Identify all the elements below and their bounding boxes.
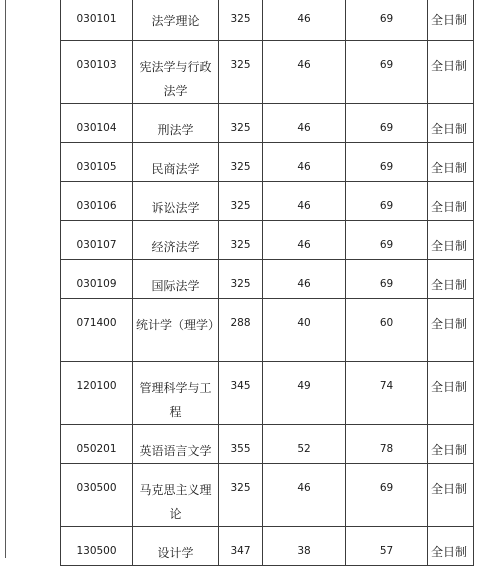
single-subject-score-b-cell xyxy=(346,464,428,527)
study-mode-text: 全日制 xyxy=(431,482,468,496)
study-mode-cell xyxy=(428,41,474,104)
single-subject-score-b-cell xyxy=(346,182,428,221)
single-subject-score-b-cell xyxy=(346,362,428,425)
single-subject-score-b-text: 69 xyxy=(379,13,394,25)
single-subject-score-a-cell xyxy=(263,425,346,464)
total-score-text: 288 xyxy=(230,317,251,329)
total-score-text: 325 xyxy=(230,278,251,290)
single-subject-score-b-text: 69 xyxy=(379,161,394,173)
major-code-cell xyxy=(61,362,133,425)
major-name-cell xyxy=(133,464,219,527)
major-name-cell xyxy=(133,260,219,299)
major-code-cell xyxy=(61,260,133,299)
major-name-text: 民商法学 xyxy=(151,162,200,176)
table-row xyxy=(61,527,474,566)
page-left-border xyxy=(5,0,6,558)
total-score-cell xyxy=(219,362,263,425)
score-table-body xyxy=(61,0,474,566)
single-subject-score-b-cell xyxy=(346,143,428,182)
major-name-text: 统计学（理学） xyxy=(136,318,221,332)
study-mode-cell xyxy=(428,0,474,41)
major-code-cell xyxy=(61,143,133,182)
total-score-text: 325 xyxy=(230,122,251,134)
study-mode-text: 全日制 xyxy=(431,161,468,175)
total-score-cell xyxy=(219,425,263,464)
major-name-text: 国际法学 xyxy=(151,279,200,293)
table-row xyxy=(61,143,474,182)
study-mode-cell xyxy=(428,299,474,362)
major-name-cell xyxy=(133,425,219,464)
single-subject-score-b-text: 69 xyxy=(379,239,394,251)
study-mode-cell xyxy=(428,362,474,425)
single-subject-score-b-text: 57 xyxy=(379,545,394,557)
major-name-text: 经济法学 xyxy=(151,240,200,254)
major-code-cell xyxy=(61,464,133,527)
major-code-text: 030107 xyxy=(76,239,117,251)
study-mode-cell xyxy=(428,104,474,143)
major-name-text: 英语语言文学 xyxy=(139,444,212,458)
major-name-text: 法学理论 xyxy=(151,14,200,28)
total-score-cell xyxy=(219,143,263,182)
table-row xyxy=(61,260,474,299)
major-name-cell xyxy=(133,182,219,221)
total-score-cell xyxy=(219,182,263,221)
major-name-cell xyxy=(133,527,219,566)
major-code-text: 030104 xyxy=(76,122,117,134)
single-subject-score-b-cell xyxy=(346,299,428,362)
single-subject-score-a-cell xyxy=(263,0,346,41)
total-score-cell xyxy=(219,527,263,566)
study-mode-cell xyxy=(428,425,474,464)
major-code-text: 071400 xyxy=(76,317,117,329)
major-code-cell xyxy=(61,182,133,221)
study-mode-cell xyxy=(428,143,474,182)
major-name-cell xyxy=(133,143,219,182)
single-subject-score-b-text: 69 xyxy=(379,200,394,212)
table-row xyxy=(61,104,474,143)
single-subject-score-a-text: 38 xyxy=(297,545,311,557)
single-subject-score-b-cell xyxy=(346,104,428,143)
table-row xyxy=(61,182,474,221)
single-subject-score-b-cell xyxy=(346,41,428,104)
major-code-text: 030101 xyxy=(76,13,117,25)
single-subject-score-a-cell xyxy=(263,221,346,260)
single-subject-score-a-text: 52 xyxy=(297,443,311,455)
study-mode-text: 全日制 xyxy=(431,13,468,27)
total-score-cell xyxy=(219,464,263,527)
major-code-text: 030103 xyxy=(76,59,117,71)
total-score-text: 325 xyxy=(230,13,251,25)
major-name-text: 宪法学与行政法学 xyxy=(139,60,212,98)
single-subject-score-b-text: 78 xyxy=(379,443,394,455)
single-subject-score-a-text: 46 xyxy=(297,13,311,25)
study-mode-text: 全日制 xyxy=(431,239,468,253)
major-name-text: 管理科学与工程 xyxy=(139,381,212,419)
total-score-cell xyxy=(219,260,263,299)
major-code-text: 130500 xyxy=(76,545,117,557)
score-table xyxy=(60,0,474,566)
single-subject-score-a-text: 49 xyxy=(297,380,311,392)
major-name-text: 设计学 xyxy=(157,546,194,560)
single-subject-score-b-cell xyxy=(346,0,428,41)
single-subject-score-a-text: 46 xyxy=(297,482,311,494)
major-code-text: 030500 xyxy=(76,482,117,494)
single-subject-score-b-text: 69 xyxy=(379,278,394,290)
total-score-text: 355 xyxy=(230,443,251,455)
table-row xyxy=(61,299,474,362)
major-code-cell xyxy=(61,425,133,464)
major-name-cell xyxy=(133,221,219,260)
major-name-cell xyxy=(133,0,219,41)
major-name-cell xyxy=(133,362,219,425)
single-subject-score-a-cell xyxy=(263,464,346,527)
study-mode-text: 全日制 xyxy=(431,200,468,214)
table-row xyxy=(61,221,474,260)
major-code-cell xyxy=(61,527,133,566)
total-score-cell xyxy=(219,221,263,260)
table-row xyxy=(61,464,474,527)
major-code-text: 120100 xyxy=(76,380,117,392)
major-name-text: 诉讼法学 xyxy=(151,201,200,215)
study-mode-text: 全日制 xyxy=(431,545,468,559)
major-code-text: 030105 xyxy=(76,161,117,173)
single-subject-score-a-text: 40 xyxy=(297,317,311,329)
single-subject-score-b-cell xyxy=(346,425,428,464)
total-score-cell xyxy=(219,0,263,41)
single-subject-score-b-text: 69 xyxy=(379,122,394,134)
single-subject-score-a-cell xyxy=(263,41,346,104)
study-mode-cell xyxy=(428,260,474,299)
study-mode-cell xyxy=(428,182,474,221)
total-score-text: 345 xyxy=(230,380,251,392)
major-name-cell xyxy=(133,104,219,143)
table-row xyxy=(61,425,474,464)
study-mode-text: 全日制 xyxy=(431,317,468,331)
total-score-cell xyxy=(219,299,263,362)
major-code-cell xyxy=(61,221,133,260)
major-code-cell xyxy=(61,299,133,362)
study-mode-text: 全日制 xyxy=(431,380,468,394)
single-subject-score-b-cell xyxy=(346,221,428,260)
study-mode-text: 全日制 xyxy=(431,278,468,292)
table-row xyxy=(61,41,474,104)
table-row xyxy=(61,362,474,425)
major-name-cell xyxy=(133,299,219,362)
total-score-cell xyxy=(219,104,263,143)
single-subject-score-a-text: 46 xyxy=(297,161,311,173)
major-code-text: 030109 xyxy=(76,278,117,290)
major-code-cell xyxy=(61,0,133,41)
major-code-text: 050201 xyxy=(76,443,117,455)
major-name-text: 马克思主义理论 xyxy=(139,483,212,521)
total-score-text: 325 xyxy=(230,59,251,71)
total-score-text: 325 xyxy=(230,161,251,173)
study-mode-text: 全日制 xyxy=(431,122,468,136)
major-code-cell xyxy=(61,41,133,104)
total-score-text: 325 xyxy=(230,482,251,494)
total-score-text: 347 xyxy=(230,545,251,557)
single-subject-score-a-text: 46 xyxy=(297,200,311,212)
single-subject-score-a-text: 46 xyxy=(297,239,311,251)
total-score-text: 325 xyxy=(230,239,251,251)
single-subject-score-a-text: 46 xyxy=(297,59,311,71)
study-mode-cell xyxy=(428,221,474,260)
major-code-cell xyxy=(61,104,133,143)
study-mode-text: 全日制 xyxy=(431,443,468,457)
single-subject-score-a-cell xyxy=(263,299,346,362)
study-mode-cell xyxy=(428,527,474,566)
single-subject-score-a-cell xyxy=(263,182,346,221)
single-subject-score-a-text: 46 xyxy=(297,278,311,290)
single-subject-score-b-text: 60 xyxy=(379,317,394,329)
table-row xyxy=(61,0,474,41)
single-subject-score-a-cell xyxy=(263,143,346,182)
single-subject-score-b-cell xyxy=(346,527,428,566)
study-mode-cell xyxy=(428,464,474,527)
single-subject-score-a-text: 46 xyxy=(297,122,311,134)
major-name-cell xyxy=(133,41,219,104)
single-subject-score-a-cell xyxy=(263,260,346,299)
single-subject-score-a-cell xyxy=(263,362,346,425)
single-subject-score-b-text: 69 xyxy=(379,59,394,71)
single-subject-score-b-cell xyxy=(346,260,428,299)
major-name-text: 刑法学 xyxy=(157,123,194,137)
study-mode-text: 全日制 xyxy=(431,59,468,73)
total-score-cell xyxy=(219,41,263,104)
single-subject-score-a-cell xyxy=(263,104,346,143)
total-score-text: 325 xyxy=(230,200,251,212)
major-code-text: 030106 xyxy=(76,200,117,212)
single-subject-score-a-cell xyxy=(263,527,346,566)
single-subject-score-b-text: 74 xyxy=(379,380,394,392)
single-subject-score-b-text: 69 xyxy=(379,482,394,494)
